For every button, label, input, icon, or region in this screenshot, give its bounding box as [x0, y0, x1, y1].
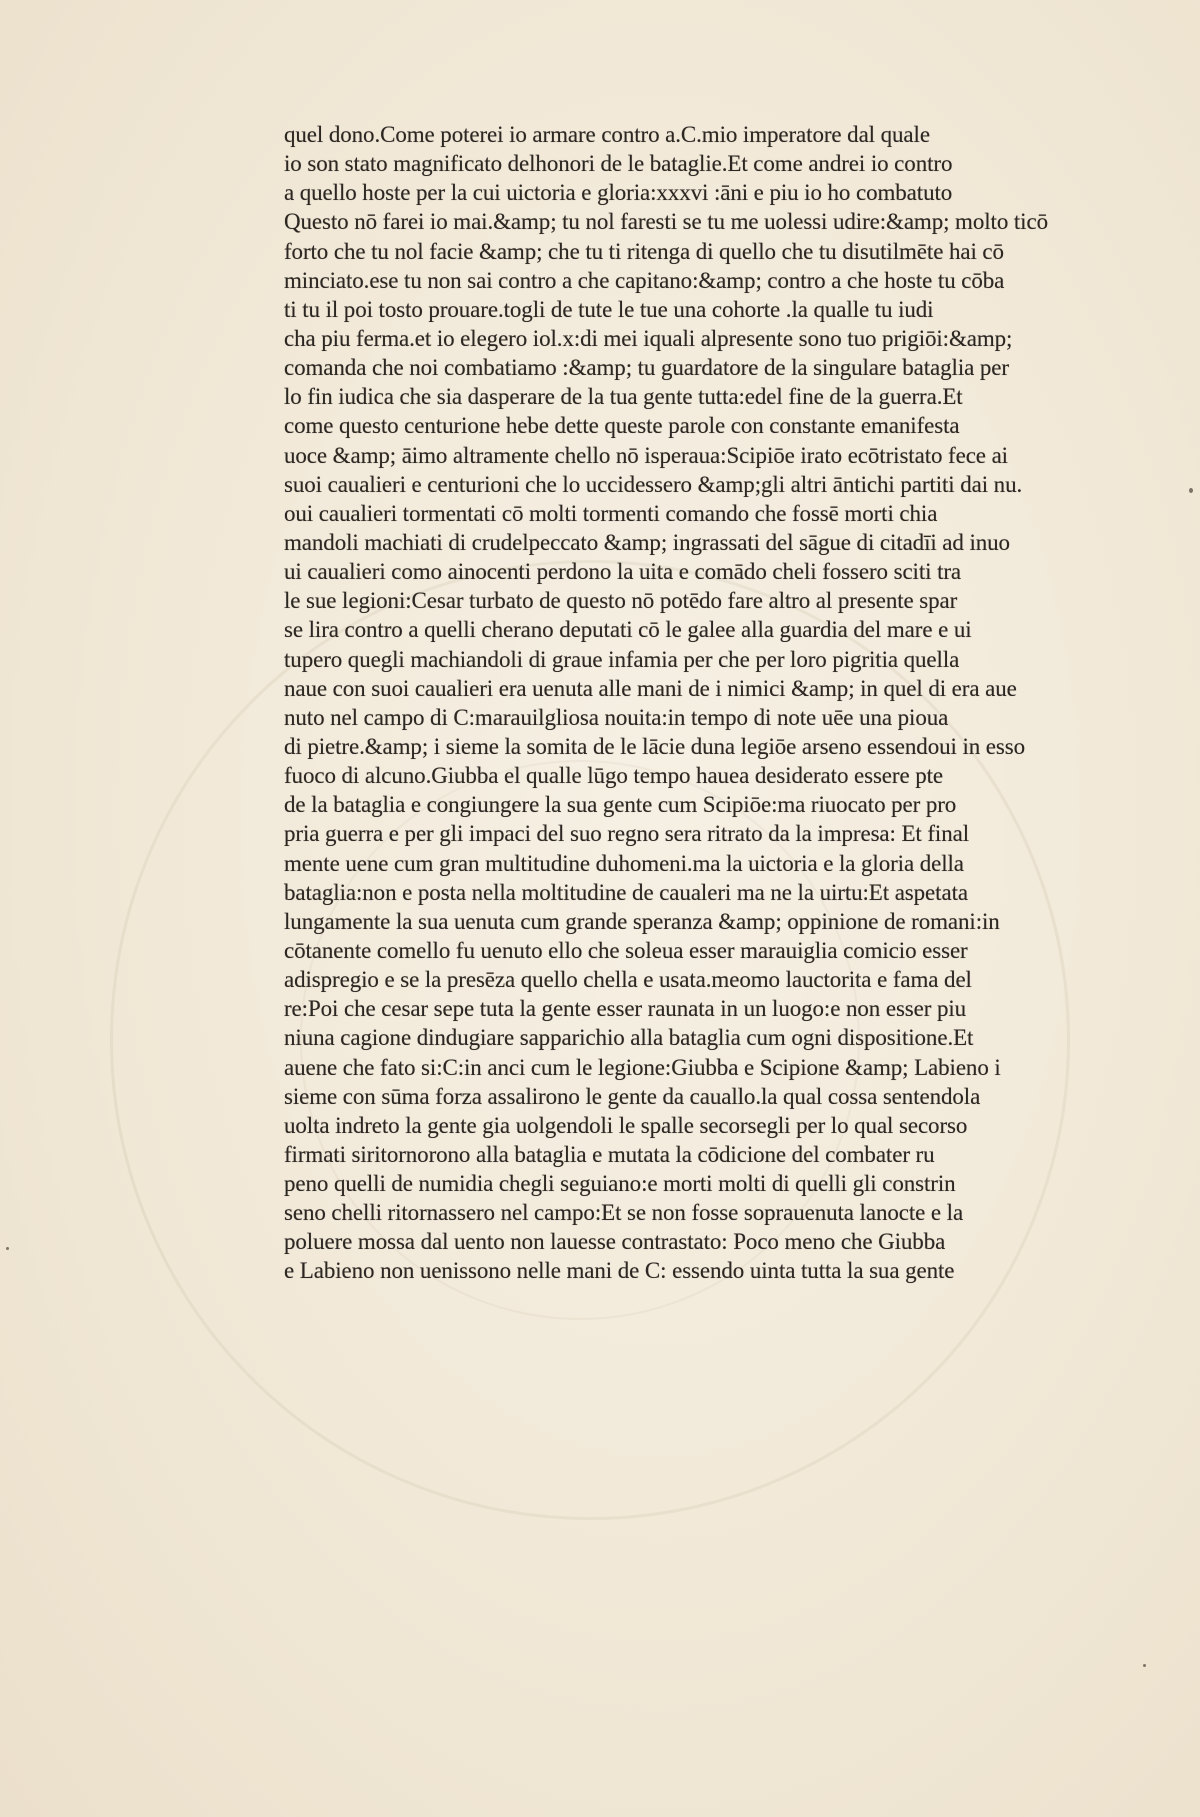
text-line: cha piu ferma.et io elegero iol.x:di mei iquali alpresente sono tuo prigiōi:&amp;	[284, 325, 1013, 351]
text-line: quel dono.Come poterei io armare contro a.C.mio imperatore dal quale	[284, 122, 930, 147]
text-line: Questo nō farei io mai.&amp; tu nol faresti se tu me uolessi udire:&amp; molto ticō	[284, 209, 1048, 235]
text-line: mente uene cum gran multitudine duhomeni.ma la uictoria e la gloria della	[284, 850, 964, 876]
text-line: oui caualieri tormentati cō molti tormenti comando che fossē morti chia	[284, 500, 938, 526]
text-line: sieme con sūma forza assalirono le gente da cauallo.la qual cossa sentendola	[284, 1083, 981, 1109]
text-line: adispregio e se la presēza quello chella e usata.meomo lauctorita e fama del	[284, 967, 972, 993]
text-line: pria guerra e per gli impaci del suo regno sera ritrato da la impresa: Et final	[284, 821, 970, 847]
text-line: re:Poi che cesar sepe tuta la gente esser raunata in un luogo:e non esser piu	[284, 996, 967, 1022]
text-line: di pietre.&amp; i sieme la somita de le lācie duna legiōe arseno essendoui in esso	[284, 733, 1025, 759]
text-line: forto che tu nol facie &amp; che tu ti ritenga di quello che tu disutilmēte hai cō	[284, 238, 1004, 264]
text-line: ti tu il poi tosto prouare.togli de tute le tue una cohorte .la qualle tu iudi	[284, 296, 934, 322]
text-line: a quello hoste per la cui uictoria e gloria:xxxvi :āni e piu io ho combatuto	[284, 180, 953, 206]
text-line: e Labieno non uenissono nelle mani de C: essendo uinta tutta la sua gente	[284, 1258, 955, 1284]
text-line: lungamente la sua uenuta cum grande speranza &amp; oppinione de romani:in	[284, 908, 1000, 934]
text-line: minciato.ese tu non sai contro a che capitano:&amp; contro a che hoste tu cōba	[284, 267, 1005, 293]
paper-speck	[6, 1247, 9, 1250]
text-line: le sue legioni:Cesar turbato de questo nō potēdo fare altro al presente spar	[284, 588, 958, 614]
text-line: suoi caualieri e centurioni che lo uccidessero &amp;gli altri āntichi partiti dai nu.	[284, 471, 1023, 497]
text-block	[284, 120, 1104, 1286]
text-line: auene che fato si:C:in anci cum le legione:Giubba e Scipione &amp; Labieno i	[284, 1054, 1001, 1080]
text-line: io son stato magnificato delhonori de le bataglie.Et come andrei io contro	[284, 151, 953, 177]
text-line: uolta indreto la gente gia uolgendoli le spalle secorsegli per lo qual secorso	[284, 1112, 968, 1138]
text-line: mandoli machiati di crudelpeccato &amp; ingrassati del sāgue di citadīi ad inuo	[284, 529, 1010, 555]
text-line: se lira contro a quelli cherano deputati cō le galee alla guardia del mare e ui	[284, 617, 972, 643]
text-line: peno quelli de numidia chegli seguiano:e morti molti di quelli gli constrin	[284, 1171, 956, 1197]
paper-speck	[1143, 1664, 1146, 1667]
text-line: fuoco di alcuno.Giubba el qualle lūgo tempo hauea desiderato essere pte	[284, 763, 944, 789]
text-line: lo fin iudica che sia dasperare de la tua gente tutta:edel fine de la guerra.Et	[284, 384, 963, 410]
text-line: ui caualieri como ainocenti perdono la uita e comādo cheli fossero sciti tra	[284, 559, 962, 585]
text-line: naue con suoi caualieri era uenuta alle mani de i nimici &amp; in quel di era aue	[284, 675, 1017, 701]
text-line: nuto nel campo di C:marauilgliosa nouita:in tempo di note uēe una pioua	[284, 704, 949, 730]
text-line: seno chelli ritornassero nel campo:Et se non fosse soprauenuta lanocte e la	[284, 1200, 964, 1226]
text-line: poluere mossa dal uento non lauesse contrastato: Poco meno che Giubba	[284, 1229, 946, 1255]
text-line: firmati siritornorono alla bataglia e mutata la cōdicione del combater ru	[284, 1141, 935, 1167]
text-line: niuna cagione dindugiare sapparichio alla bataglia cum ogni dispositione.Et	[284, 1025, 974, 1051]
text-line: de la bataglia e congiungere la sua gente cum Scipiōe:ma riuocato per pro	[284, 792, 957, 818]
paper-speck	[1189, 488, 1193, 493]
text-line: cōtanente comello fu uenuto ello che soleua esser marauiglia comicio esser	[284, 937, 968, 963]
text-line: uoce &amp; āimo altramente chello nō isperaua:Scipiōe irato ecōtristato fece ai	[284, 442, 1008, 468]
text-line: bataglia:non e posta nella moltitudine de caualeri ma ne la uirtu:Et aspetata	[284, 879, 968, 905]
text-line: comanda che noi combatiamo :&amp; tu guardatore de la singulare bataglia per	[284, 355, 1009, 381]
text-line: come questo centurione hebe dette queste parole con constante emanifesta	[284, 413, 960, 439]
text-line: tupero quegli machiandoli di graue infamia per che per loro pigritia quella	[284, 646, 960, 672]
